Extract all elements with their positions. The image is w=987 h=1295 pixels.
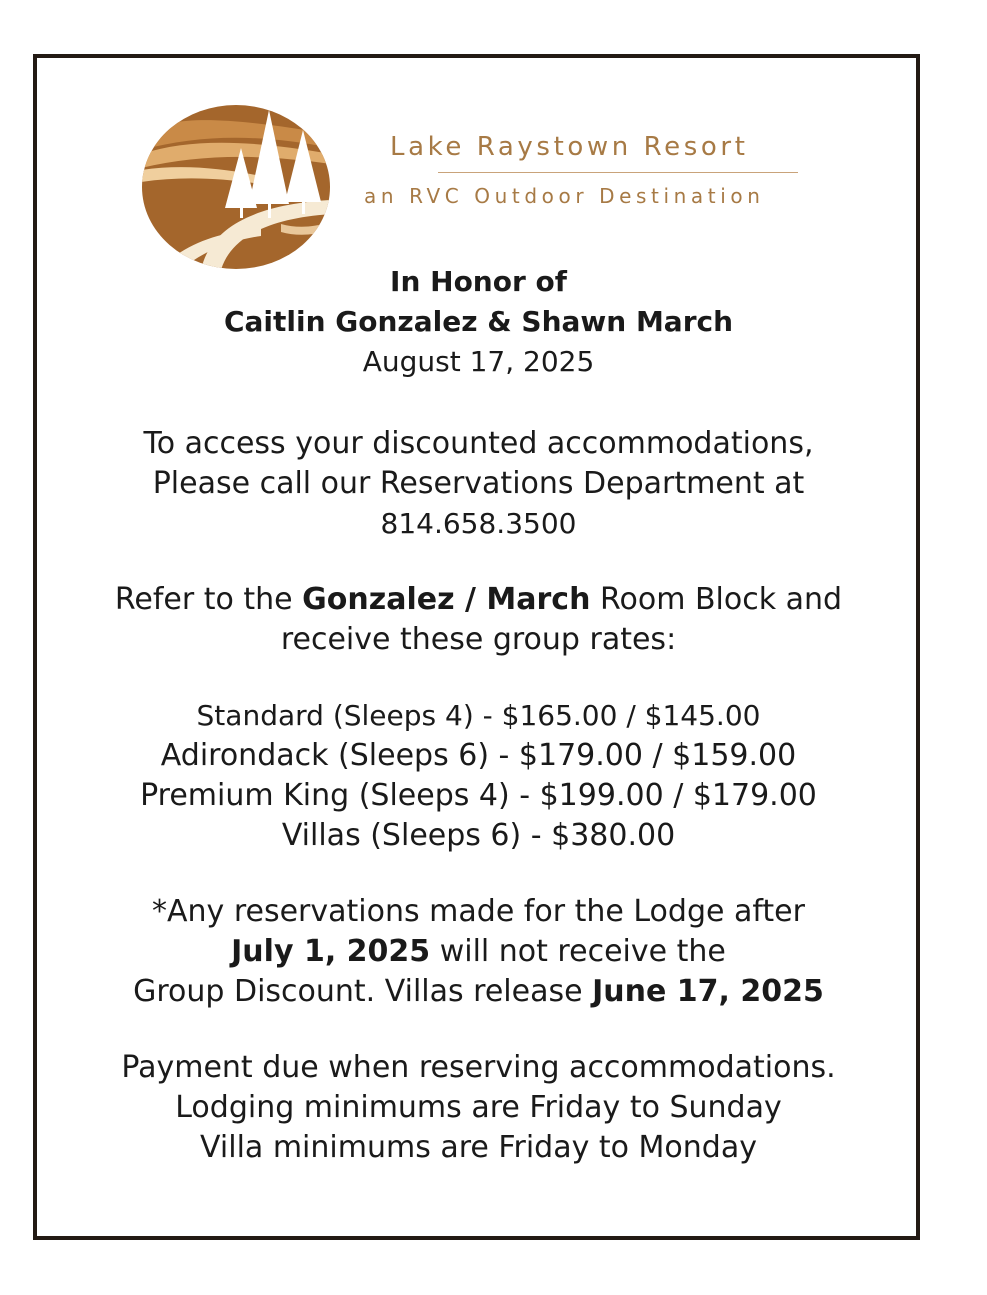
brand-tagline: an RVC Outdoor Destination: [364, 184, 765, 208]
refer-suffix: Room Block and: [590, 582, 843, 617]
access-line-2: Please call our Reservations Department at: [152, 466, 805, 501]
refer-prefix: Refer to the: [114, 582, 303, 617]
honor-line: In Honor of: [390, 265, 567, 298]
rate-premium-king: Premium King (Sleeps 4) - $199.00 / $179.00: [140, 778, 817, 813]
rate-standard: Standard (Sleeps 4) - $165.00 / $145.00: [196, 699, 761, 732]
policy-line-1: Payment due when reserving accommodations.: [121, 1050, 836, 1085]
policy-line-3: Villa minimums are Friday to Monday: [200, 1130, 757, 1165]
notice-line-3-prefix: Group Discount. Villas release: [133, 974, 593, 1009]
access-line-1: To access your discounted accommodations,: [143, 426, 814, 461]
lodge-cutoff-date: July 1, 2025: [231, 934, 431, 969]
brand-name: Lake Raystown Resort: [390, 132, 749, 162]
couple-names: Caitlin Gonzalez & Shawn March: [223, 305, 734, 338]
policy-line-2: Lodging minimums are Friday to Sunday: [175, 1090, 782, 1125]
reservation-phone: 814.658.3500: [380, 507, 577, 540]
notice-line-2-suffix: will not receive the: [430, 934, 726, 969]
brand-divider: [438, 172, 798, 173]
notice-line-3: [37, 972, 920, 1012]
notice-line-2: [37, 932, 920, 972]
rate-villas: Villas (Sleeps 6) - $380.00: [281, 818, 676, 853]
rate-adirondack: Adirondack (Sleeps 6) - $179.00 / $159.00: [160, 738, 797, 773]
villa-release-date: June 17, 2025: [592, 974, 824, 1009]
event-date: August 17, 2025: [362, 345, 595, 378]
invitation-content: [37, 262, 920, 1168]
refer-line-1: [37, 580, 920, 620]
room-block-name: Gonzalez / March: [302, 582, 591, 617]
resort-logo: [141, 104, 331, 270]
refer-line-2: receive these group rates:: [280, 622, 677, 657]
notice-line-1: *Any reservations made for the Lodge after: [152, 894, 805, 929]
